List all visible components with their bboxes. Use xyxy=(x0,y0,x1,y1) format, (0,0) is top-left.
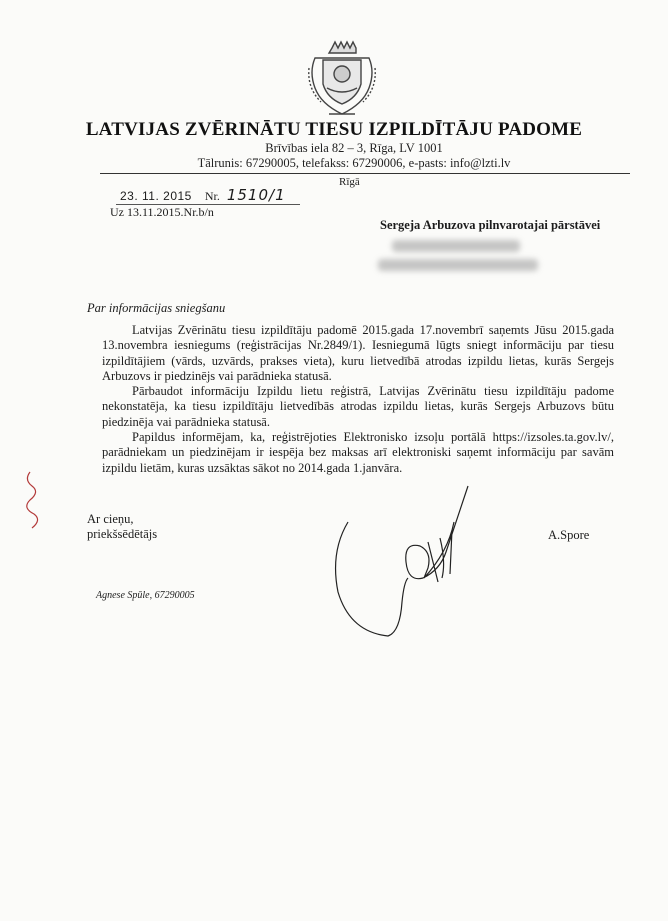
signer-name: A.Spore xyxy=(548,528,590,542)
letter-subject: Par informācijas sniegšanu xyxy=(87,301,226,315)
signer-title: priekšsēdētājs xyxy=(87,527,158,541)
redacted-recipient-address xyxy=(378,259,538,271)
body-paragraph: Papildus informējam, ka, reģistrējoties Elektronisko izsoļu portālā https://izsoles.ta.gov.lv/, parādniekam un piedzinējam ir iespēja bez maksas arī elektroniski saņemt informāciju par savām izpildu lietām, kuras uzsāktas sākot no 2014.gada 1.janvāra. xyxy=(102,430,614,475)
organization-contacts: Tālrunis: 67290005, telefakss: 67290006, e-pasts: info@lzti.lv xyxy=(197,156,511,170)
issue-city: Rīgā xyxy=(339,176,360,188)
date-number-line xyxy=(120,186,286,204)
handwritten-signature xyxy=(328,482,498,642)
number-label: Nr. xyxy=(204,189,220,203)
letter-body xyxy=(102,323,614,476)
redacted-recipient-name xyxy=(392,240,520,252)
document-date: 23. 11. 2015 xyxy=(120,189,192,203)
prepared-by: Agnese Spūle, 67290005 xyxy=(96,590,195,601)
body-paragraph: Latvijas Zvērinātu tiesu izpildītāju padomē 2015.gada 17.novembrī saņemts Jūsu 2015.gada 13.novembra iesniegums (reģistrācijas Nr.2849/1). Iesniegumā lūgts sniegt informāciju par tiesu izpildītājiem (vārds, uzvārds, prakses vieta), kuru lietvedībā atrodas izpildu lietas, kurās Sergejs Arbuzovs ir piedzinējs vai parādnieka statusā. xyxy=(102,323,614,383)
margin-scribble xyxy=(22,470,52,530)
coat-of-arms-logo xyxy=(305,38,379,120)
recipient-line: Sergeja Arbuzova pilnvarotajai pārstāvei xyxy=(380,218,601,232)
organization-address: Brīvības iela 82 – 3, Rīga, LV 1001 xyxy=(265,141,443,155)
header-divider xyxy=(100,173,630,174)
document-number: 1510/1 xyxy=(226,186,286,204)
reply-reference: Uz 13.11.2015.Nr.b/n xyxy=(110,205,214,219)
closing-block xyxy=(87,512,157,542)
organization-name: LATVIJAS ZVĒRINĀTU TIESU IZPILDĪTĀJU PADOME xyxy=(85,119,583,140)
closing-salutation: Ar cieņu, xyxy=(87,512,134,526)
body-paragraph: Pārbaudot informāciju Izpildu lietu reģistrā, Latvijas Zvērinātu tiesu izpildītāju padome nekonstatēja, ka tiesu izpildītāju lietvedībās atrodas izpildu lietas, kurās Sergejs Arbuzovs būtu piedzinēja vai parādnieka statusā. xyxy=(102,384,614,429)
